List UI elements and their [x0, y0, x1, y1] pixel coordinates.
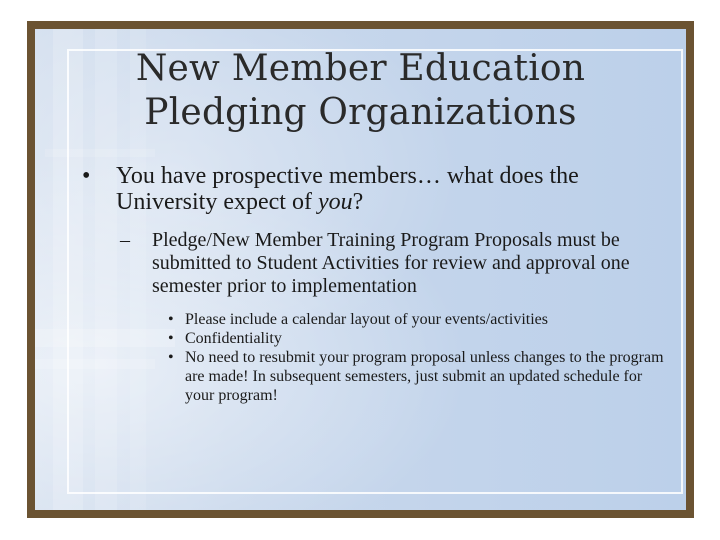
dash-icon: –	[120, 229, 130, 251]
bullet-emphasis: you	[317, 189, 353, 215]
sub-sub-bullet-text: No need to resubmit your program proposal unless changes to the program are made! In subsequent semesters, just submit an updated schedule for your program!	[185, 349, 664, 404]
title-line-1: New Member Education	[135, 48, 586, 89]
slide-title	[35, 47, 686, 135]
sub-sub-bullet-text: Confidentiality	[185, 330, 282, 347]
title-line-2: Pledging Organizations	[144, 92, 577, 133]
bullet-icon: •	[168, 330, 174, 347]
bullet-text-end: ?	[352, 189, 364, 215]
bullet-level3-calendar	[82, 310, 666, 329]
sub-sub-bullet-text: Please include a calendar layout of your events/activities	[185, 311, 548, 328]
bullet-level3-resubmit	[82, 348, 666, 405]
bullet-icon: •	[168, 349, 174, 366]
bullet-icon: •	[82, 163, 91, 189]
bullet-text: You have prospective members… what does the University expect of	[116, 163, 579, 215]
sub-bullet-text: Pledge/New Member Training Program Proposals must be submitted to Student Activities for review and approval one semester prior to implementation	[152, 229, 630, 297]
slide-frame	[27, 21, 694, 518]
slide-panel	[35, 29, 686, 510]
bullet-level3-confidentiality	[82, 329, 666, 348]
bullet-level1	[82, 163, 666, 215]
slide-content	[82, 163, 666, 405]
bullet-icon: •	[168, 311, 174, 328]
bullet-level2	[82, 229, 666, 298]
